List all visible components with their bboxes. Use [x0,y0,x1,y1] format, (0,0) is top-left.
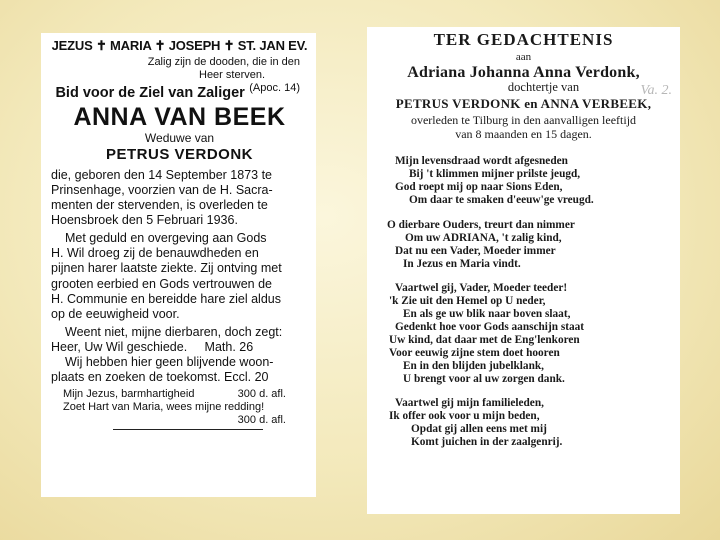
verse-line: Voor eeuwig zijne stem doet hooren [389,346,560,359]
indulgence-days: 300 d. afl. [237,388,286,401]
paragraph-line: plaats en zoeken de toekomst. Eccl. 20 [51,370,269,385]
indulgence-prayer: Mijn Jezus, barmhartigheid [63,388,195,401]
death-line: van 8 maanden en 15 dagen. [455,127,592,142]
verse-line: Gedenkt hoe voor Gods aanschijn staat [395,321,585,334]
verse-line: Komt juichen in der zaalgenrij. [411,436,563,449]
verse-line: Mijn levensdraad wordt afgesneden [395,155,568,168]
verse-line: Vaartwel gij mijn familieleden, [395,397,544,410]
paragraph-line: op de eeuwigheid voor. [51,306,180,321]
verse-line: En als ge uw blik naar boven slaat, [403,308,571,321]
verse-line: Uw kind, dat daar met de Eng'lenkoren [389,333,580,346]
biography-line: die, geboren den 14 September 1873 te [51,167,273,182]
indulgence-line-2: Zoet Hart van Maria, wees mijne redding! [63,401,265,414]
deceased-name: ANNA VAN BEEK [73,102,286,131]
biography-line: Prinsenhage, voorzien van de H. Sacra- [51,182,273,197]
paragraph-line: Weent niet, mijne dierbaren, doch zegt: [65,324,283,339]
beatitude-ref: (Apoc. 14) [249,81,300,94]
verse-line: Opdat gij allen eens met mij [411,423,547,436]
verse-line: Dat nu een Vader, Moeder immer [395,244,556,257]
paragraph-line: H. Communie en bereidde hare ziel aldus [51,291,281,306]
verse-line: God roept mij op naar Sions Eden, [395,181,563,194]
spouse-name: PETRUS VERDONK [105,146,254,164]
deceased-child-name: Adriana Johanna Anna Verdonk, [407,63,640,81]
daughter-of-label: dochtertje van [507,80,580,95]
verse-line: Om uw ADRIANA, 't zalig kind, [405,231,562,244]
verse-line: O dierbare Ouders, treurt dan nimmer [387,218,575,231]
indulgence-days-2: 300 d. afl. [237,413,286,426]
beatitude-line-1: Zalig zijn de dooden, die in den [147,56,300,69]
memorial-title: TER GEDACHTENIS [433,30,614,49]
devotion-header: JEZUS ✝ MARIA ✝ JOSEPH ✝ ST. JAN EV. [51,38,308,53]
verse-line: Bij 't klimmen mijner prilste jeugd, [409,168,581,181]
verse-line: Om daar te smaken d'eeuw'ge vreugd. [409,194,594,207]
divider-line [113,429,263,430]
verse-line: U brengt voor al uw zorgen dank. [403,372,565,385]
death-line: overleden te Tilburg in den aanvalligen leeftijd [410,113,637,128]
paragraph-line: grooten eerbied en Gods vertrouwen de [51,276,272,291]
biography-line: menten der stervenden, is overleden te [51,197,268,212]
beatitude-text: Heer sterven. [199,68,266,81]
paragraph-line: pijnen harer laatste ziekte. Zij ontving met [51,261,282,276]
paragraph-line: Wij hebben hier geen blijvende woon- [65,355,274,370]
prayer-heading: Bid voor de Ziel van Zaliger [55,84,245,101]
verse-line: In Jezus en Maria vindt. [403,257,521,270]
paragraph-line: H. Wil droeg zij de benauwdheden en [51,246,259,261]
paragraph-line: Met geduld en overgeving aan Gods [65,231,267,246]
memorial-clipping-adriana-verdonk [367,27,680,514]
margin-annotation: Va. 2. [640,83,672,98]
indulgence-line-1 [51,388,308,401]
verse-line: En in den blijden jubelklank, [403,359,544,372]
paragraph-line: Heer, Uw Wil geschiede. Math. 26 [51,340,254,355]
to-label: aan [515,50,532,63]
verse-line: 'k Zie uit den Hemel op U neder, [389,295,546,308]
verse-line: Vaartwel gij, Vader, Moeder teeder! [395,282,568,295]
biography-line: Hoensbroek den 5 Februari 1936. [51,213,238,228]
verse-line: Ik offer ook voor u mijn beden, [389,410,540,423]
widow-of-label: Weduwe van [144,131,215,146]
parents-names: PETRUS VERDONK en ANNA VERBEEK, [395,96,652,112]
prayer-card-anna-van-beek [41,33,316,497]
